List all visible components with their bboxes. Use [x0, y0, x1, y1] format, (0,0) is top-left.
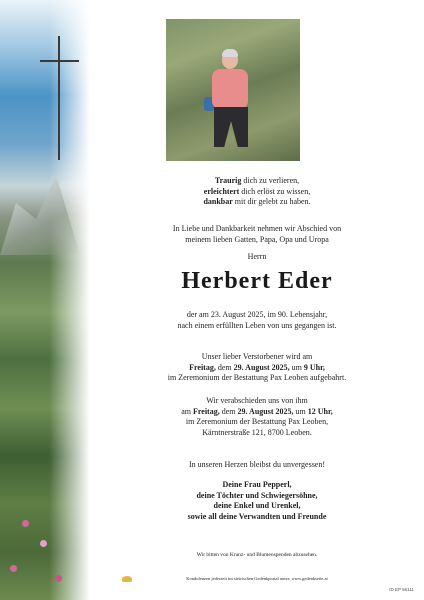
memory-line: In unseren Herzen bleibst du unvergessen!: [188, 460, 326, 469]
flower-request: Wir bitten von Kranz- und Blumenspenden abzusehen.: [196, 552, 318, 558]
deceased-name: Herbert Eder: [181, 268, 333, 294]
flower: [40, 540, 47, 547]
verse: Traurig dich zu verlieren, erleichtert dich erlöst zu wissen, dankbar mit dir gelebt zu haben.: [203, 176, 311, 206]
footer-note: Kondolenzen jederzeit im steirischen Gedenkportal unter: www.gedenkseite.at: [186, 576, 328, 581]
flower: [10, 565, 17, 572]
intro-text: In Liebe und Dankbarkeit nehmen wir Abschied von meinem lieben Gatten, Papa, Opa und Uropa: [172, 224, 342, 244]
salutation: Herrn: [247, 252, 267, 261]
mountain-peak: [0, 175, 80, 255]
family-list: Deine Frau Pepperl, deine Töchter und Schwiegersöhne, deine Enkel und Urenkel, sowie all deine Verwandten und Freunde: [187, 480, 327, 521]
portrait-photo: [166, 19, 300, 161]
side-landscape-image: [0, 0, 90, 600]
farewell-info: Wir verabschieden uns von ihm am Freitag, dem 29. August 2025, um 12 Uhr, im Zeremonium der Bestattung Pax Leoben, Kärntnerstraße 121, 8700 Leoben.: [181, 396, 333, 437]
document-code: ID EP 56111: [389, 587, 414, 592]
flower: [55, 575, 62, 582]
flower: [22, 520, 29, 527]
death-notice: der am 23. August 2025, im 90. Lebensjahr, nach einem erfüllten Leben von uns gegangen ist.: [177, 310, 337, 330]
viewing-info: Unser lieber Verstorbener wird am Freitag, dem 29. August 2025, um 9 Uhr, im Zeremonium der Bestattung Pax Leoben aufgebahrt.: [167, 352, 347, 382]
